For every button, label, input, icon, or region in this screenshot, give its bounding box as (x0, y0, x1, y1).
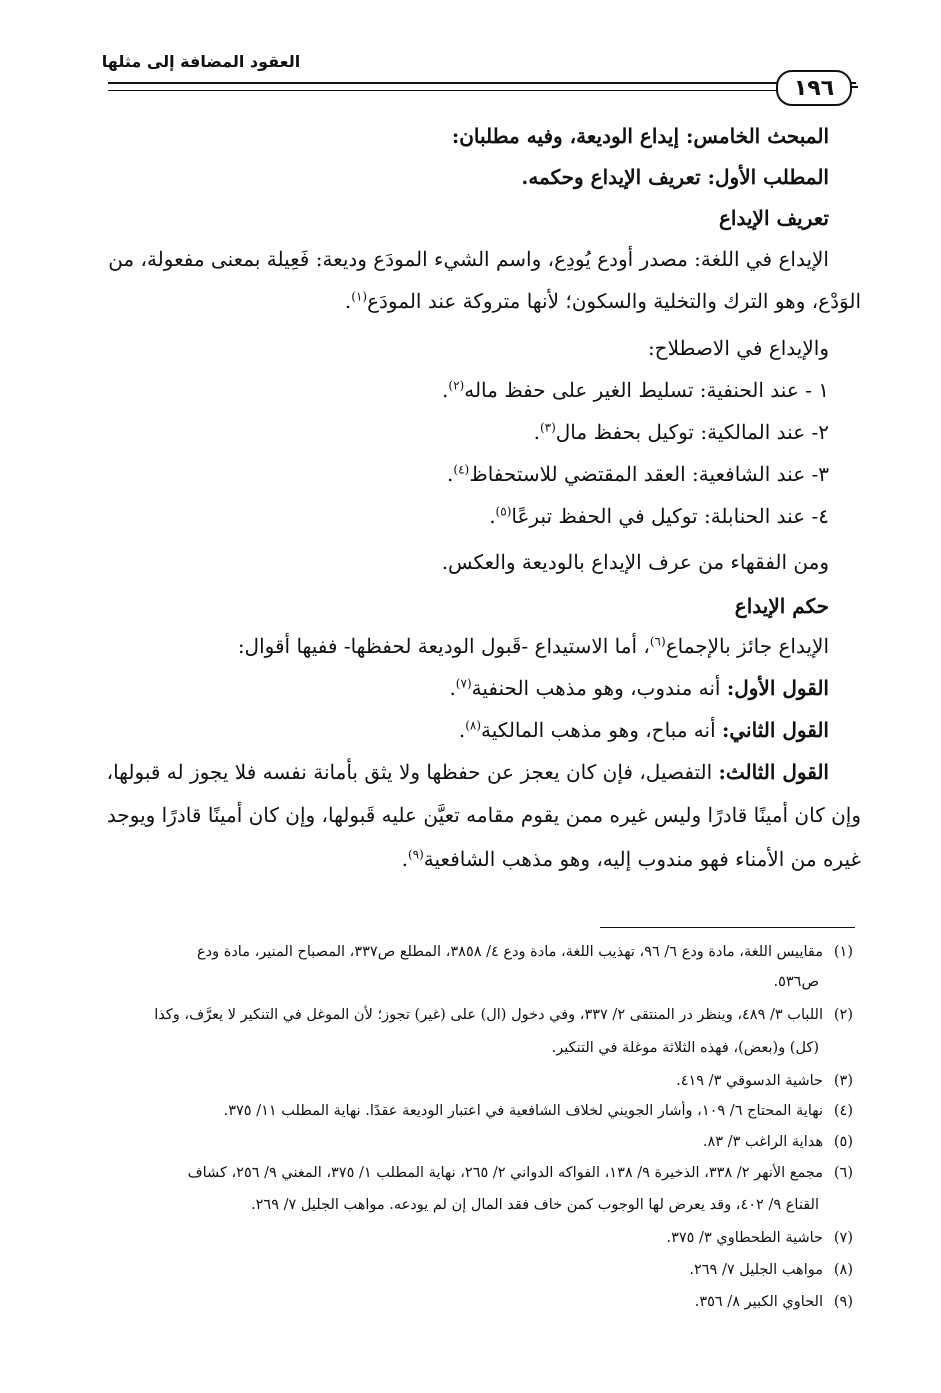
opinion-text: أنه مباح، وهو مذهب المالكية (481, 718, 722, 742)
footnote (104, 1005, 853, 1025)
paragraph-line: غيره من الأمناء فهو مندوب إليه، وهو مذهب الشافعية$^{(٩)}$. (401, 847, 861, 871)
paragraph-line (78, 632, 829, 660)
footnote-continuation (104, 972, 819, 992)
footnote-continuation (104, 1038, 819, 1058)
opinion-text: التفصيل، فإن كان يعجز عن حفظها ولا يثق بأمانة نفسه فلا يجوز له قبولها، (106, 760, 719, 784)
running-title: العقود المضافة إلى مثلها (101, 52, 301, 71)
list-item: ٣- عند الشافعية: العقد المقتضي للاستحفاظ$^{(٤)}$. (447, 462, 829, 486)
footnote-number: (١) (833, 944, 853, 960)
footnote-text: حاشية الطحطاوي ٣/ ٣٧٥. (666, 1230, 823, 1246)
footnote-text: اللباب ٣/ ٤٨٩، وينظر در المنتقى ٢/ ٣٣٧، وفي دخول (ال) على (غير) تجوز؛ لأن الموغل في التنكير لا يعرَّف، وكذا (154, 1007, 823, 1023)
footnote (104, 1292, 853, 1312)
footnote-ref[interactable]: (٩) (407, 847, 424, 862)
page-number-text: ١٩٦ (793, 75, 835, 101)
subsection-heading (78, 163, 829, 191)
footnote-text: الحاوي الكبير ٨/ ٣٥٦. (694, 1294, 823, 1310)
opinion-line: القول الثاني: أنه مباح، وهو مذهب المالكية$^{(٨)}$. (458, 718, 829, 742)
paragraph-text: الإيداع في اللغة: مصدر أودع يُودِع، واسم الشيء المودَع وديعة: فَعِيلة بمعنى مفعولة، من (108, 247, 829, 271)
paragraph-line (78, 334, 829, 362)
footnote-number: (٦) (833, 1165, 853, 1181)
header-rule-thin (108, 90, 776, 91)
paragraph-line (78, 548, 829, 576)
footnote-text: مواهب الجليل ٧/ ٢٦٩. (689, 1262, 823, 1278)
footnote-text: مجمع الأنهر ٢/ ٣٣٨، الذخيرة ٩/ ١٣٨، الفواكه الدواني ٢/ ٢٦٥، نهاية المطلب ١/ ٣٧٥، المغني ٩/ ٢٥٦، كشاف (187, 1165, 823, 1181)
opinion-line: القول الأول: أنه مندوب، وهو مذهب الحنفية$^{(٧)}$. (449, 676, 829, 700)
footnote-ref[interactable]: (٦) (649, 634, 666, 649)
footnote-ref[interactable]: (٥) (495, 504, 512, 519)
footnote-number: (٣) (833, 1073, 853, 1089)
list-item: ٢- عند المالكية: توكيل بحفظ مال$^{(٣)}$. (533, 420, 829, 444)
list-item-text: ٤- عند الحنابلة: توكيل في الحفظ تبرعًا (511, 504, 829, 528)
paragraph-text: غيره من الأمناء فهو مندوب إليه، وهو مذهب الشافعية (423, 847, 861, 871)
footnote-text: مقاييس اللغة، مادة ودع ٦/ ٩٦، تهذيب اللغة، مادة ودع ٤/ ٣٨٥٨، المطلع ص٣٣٧، المصباح المنير، مادة ودع (197, 944, 823, 960)
list-item-text: ١ - عند الحنفية: تسليط الغير على حفظ ماله (464, 378, 829, 402)
footnote (104, 942, 853, 962)
opinion-label: القول الثالث: (718, 760, 829, 784)
footnote-text: نهاية المحتاج ٦/ ١٠٩، وأشار الجويني لخلاف الشافعية في اعتبار الوديعة عقدًا. نهاية المطلب ١١/ ٣٧٥. (223, 1103, 823, 1119)
subsection-heading-text: المطلب الأول: تعريف الإيداع وحكمه. (521, 165, 829, 189)
opinion-label: القول الثاني: (722, 718, 829, 742)
footnote-continuation (104, 1195, 819, 1215)
footnote-text: ص٥٣٦. (773, 974, 819, 990)
footnote-separator (600, 927, 855, 928)
footnote (104, 1228, 853, 1248)
list-item-text: ٣- عند الشافعية: العقد المقتضي للاستحفاظ (469, 462, 829, 486)
heading-ruling-text: حكم الإيداع (734, 594, 829, 618)
heading-ruling (78, 592, 829, 620)
footnote-text: حاشية الدسوقي ٣/ ٤١٩. (676, 1073, 823, 1089)
footnote-text: القناع ٩/ ٤٠٢، وقد يعرض لها الوجوب كمن خاف فقد المال إن لم يودعه. مواهب الجليل ٧/ ٢٦٩. (251, 1197, 819, 1213)
footnote (104, 1101, 853, 1121)
header-rule (108, 82, 856, 84)
footnote-ref[interactable]: (٨) (465, 718, 482, 733)
section-heading-text: المبحث الخامس: إيداع الوديعة، وفيه مطلبان: (451, 124, 829, 148)
paragraph-text: ومن الفقهاء من عرف الإيداع بالوديعة والعكس. (441, 550, 829, 574)
opinion-label: القول الأول: (726, 676, 829, 700)
paragraph-line (78, 801, 861, 829)
footnote (104, 1260, 853, 1280)
paragraph-text: الإيداع جائز بالإجماع (665, 634, 829, 658)
footnote-ref[interactable]: (٢) (448, 378, 465, 393)
footnote-text: (كل) و(بعض)، فهذه الثلاثة موغلة في التنكير. (551, 1040, 819, 1056)
paragraph-line (78, 287, 861, 315)
footnote (104, 1132, 853, 1152)
footnote-ref[interactable]: (٤) (453, 462, 470, 477)
footnote-ref[interactable]: (١) (351, 289, 368, 304)
paragraph-text: وإن كان أمينًا قادرًا وليس غيره ممن يقوم مقامه تعيَّن عليه قَبولها، وإن كان أمينًا قادرًا ويوجد (106, 803, 861, 827)
footnote-number: (٩) (833, 1294, 853, 1310)
list-item-text: ٢- عند المالكية: توكيل بحفظ مال (555, 420, 829, 444)
paragraph-text: والإيداع في الاصطلاح: (647, 336, 829, 360)
opinion-line (78, 758, 861, 786)
footnote (104, 1071, 853, 1091)
opinion-text: أنه مندوب، وهو مذهب الحنفية (471, 676, 727, 700)
footnote (104, 1163, 853, 1183)
heading-definition-text: تعريف الإيداع (719, 206, 829, 230)
paragraph-text: . (344, 289, 352, 313)
footnote-number: (٤) (833, 1103, 853, 1119)
paragraph-text: ، أما الاستيداع -قَبول الوديعة لحفظها- ففيها أقوال: (237, 634, 650, 658)
section-heading (78, 122, 829, 150)
footnote-number: (٢) (833, 1007, 853, 1023)
list-item: ٤- عند الحنابلة: توكيل في الحفظ تبرعًا$^{(٥)}$. (489, 504, 829, 528)
footnote-text: هداية الراغب ٣/ ٨٣. (702, 1134, 823, 1150)
page-number (776, 70, 852, 106)
footnote-ref[interactable]: (٧) (455, 676, 472, 691)
footnote-ref[interactable]: (٣) (539, 420, 556, 435)
heading-definition (78, 204, 829, 232)
list-item: ١ - عند الحنفية: تسليط الغير على حفظ ماله$^{(٢)}$. (442, 378, 829, 402)
paragraph-line (78, 245, 829, 273)
paragraph-text: الوَدْع، وهو الترك والتخلية والسكون؛ لأنها متروكة عند المودَع (367, 289, 861, 313)
footnote-number: (٧) (833, 1230, 853, 1246)
footnote-number: (٥) (833, 1134, 853, 1150)
footnote-number: (٨) (833, 1262, 853, 1278)
